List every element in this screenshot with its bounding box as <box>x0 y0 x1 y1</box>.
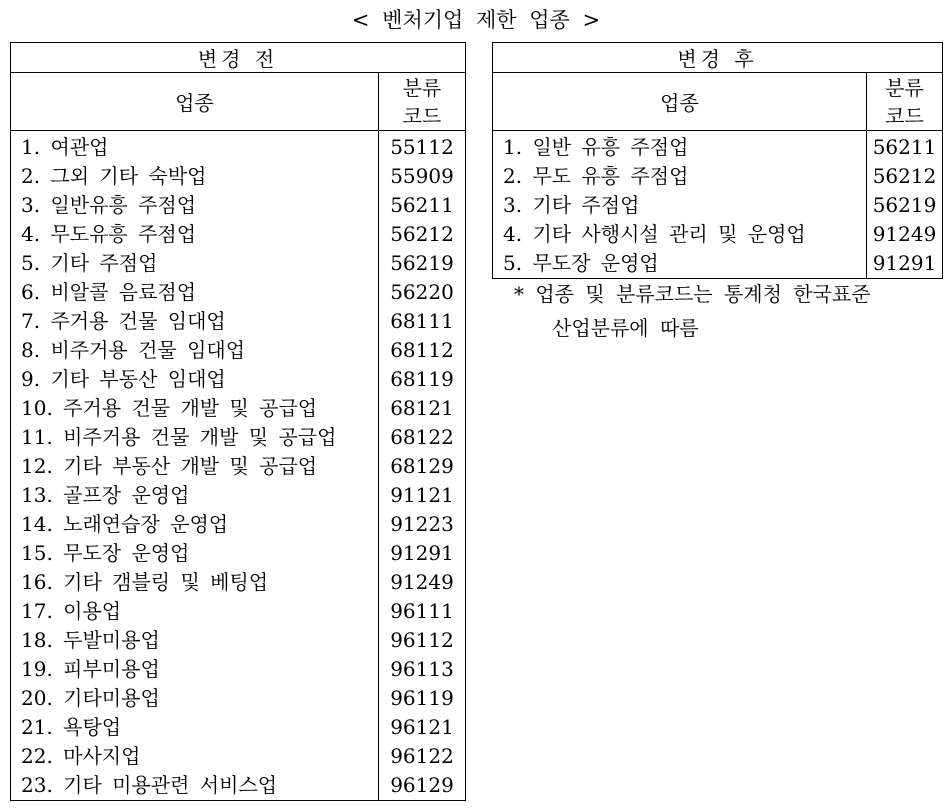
code-header-line1: 분류 <box>402 75 442 100</box>
industry-name: 8. 비주거용 건물 임대업 <box>21 338 246 362</box>
industry-code: 68119 <box>390 367 454 391</box>
industry-name: 22. 마사지업 <box>21 744 141 768</box>
industry-name: 1. 일반 유흥 주점업 <box>503 135 689 159</box>
industry-code: 96112 <box>390 628 454 652</box>
code-list <box>867 131 943 279</box>
document-title: < 벤처기업 제한 업종 > <box>351 8 601 32</box>
industry-code: 68121 <box>390 396 454 420</box>
footnote-line2: 산업분류에 따름 <box>552 316 699 340</box>
industry-name: 5. 기타 주점업 <box>21 251 158 275</box>
industry-name: 2. 그외 기타 숙박업 <box>21 164 207 188</box>
after-table <box>492 42 943 279</box>
industry-code: 68129 <box>390 454 454 478</box>
industry-name: 3. 기타 주점업 <box>503 193 640 217</box>
industry-code: 91249 <box>872 222 937 246</box>
industry-name: 14. 노래연습장 운영업 <box>21 512 229 536</box>
industry-name: 4. 무도유흥 주점업 <box>21 222 197 246</box>
industry-code: 56219 <box>872 193 937 217</box>
industry-name: 10. 주거용 건물 개발 및 공급업 <box>21 396 318 420</box>
industry-name: 23. 기타 미용관련 서비스업 <box>21 773 278 797</box>
industry-name: 16. 기타 갬블링 및 베팅업 <box>21 570 269 594</box>
industry-code: 68112 <box>390 338 454 362</box>
industry-code: 96121 <box>390 715 454 739</box>
industry-code: 96119 <box>390 686 454 710</box>
industry-name: 11. 비주거용 건물 개발 및 공급업 <box>21 425 337 449</box>
industry-name: 6. 비알콜 음료점업 <box>21 280 197 304</box>
industry-code: 55909 <box>390 164 454 188</box>
industry-list <box>493 131 867 279</box>
industry-name: 20. 기타미용업 <box>21 686 160 710</box>
industry-name: 21. 욕탕업 <box>21 715 122 739</box>
industry-list <box>11 131 379 801</box>
industry-code: 91291 <box>872 251 937 275</box>
industry-name: 1. 여관업 <box>21 135 109 159</box>
industry-name: 4. 기타 사행시설 관리 및 운영업 <box>503 222 806 246</box>
industry-column-header: 업종 <box>493 73 867 131</box>
industry-name: 5. 무도장 운영업 <box>503 251 659 275</box>
code-header-line2: 코드 <box>402 103 442 128</box>
industry-code: 68122 <box>390 425 454 449</box>
industry-code: 91249 <box>390 570 454 594</box>
industry-code: 96122 <box>390 744 454 768</box>
industry-code: 55112 <box>390 135 454 159</box>
before-table <box>10 42 466 801</box>
code-list <box>379 131 466 801</box>
footnote-line1: * 업종 및 분류코드는 통계청 한국표준 <box>514 282 871 306</box>
industry-name: 13. 골프장 운영업 <box>21 483 190 507</box>
industry-code: 56220 <box>390 280 454 304</box>
industry-name: 7. 주거용 건물 임대업 <box>21 309 226 333</box>
industry-code: 91223 <box>390 512 454 536</box>
footnote <box>514 277 871 345</box>
before-heading: 변경 전 <box>11 43 466 73</box>
industry-code: 56219 <box>390 251 454 275</box>
industry-code: 56212 <box>390 222 454 246</box>
industry-code: 56211 <box>390 193 454 217</box>
industry-column-header: 업종 <box>11 73 379 131</box>
industry-code: 68111 <box>390 309 454 333</box>
code-column-header <box>379 73 466 131</box>
industry-code: 56211 <box>872 135 937 159</box>
industry-code: 96129 <box>390 773 454 797</box>
industry-name: 17. 이용업 <box>21 599 122 623</box>
industry-name: 15. 무도장 운영업 <box>21 541 190 565</box>
industry-code: 96113 <box>390 657 454 681</box>
industry-name: 9. 기타 부동산 임대업 <box>21 367 226 391</box>
industry-name: 3. 일반유흥 주점업 <box>21 193 197 217</box>
industry-name: 18. 두발미용업 <box>21 628 160 652</box>
industry-code: 91291 <box>390 541 454 565</box>
industry-name: 12. 기타 부동산 개발 및 공급업 <box>21 454 318 478</box>
industry-code: 91121 <box>390 483 454 507</box>
code-column-header <box>867 73 943 131</box>
code-header-line2: 코드 <box>885 103 924 128</box>
after-heading: 변경 후 <box>493 43 943 73</box>
industry-name: 2. 무도 유흥 주점업 <box>503 164 689 188</box>
industry-code: 96111 <box>390 599 454 623</box>
industry-code: 56212 <box>872 164 937 188</box>
code-header-line1: 분류 <box>885 75 924 100</box>
industry-name: 19. 피부미용업 <box>21 657 160 681</box>
